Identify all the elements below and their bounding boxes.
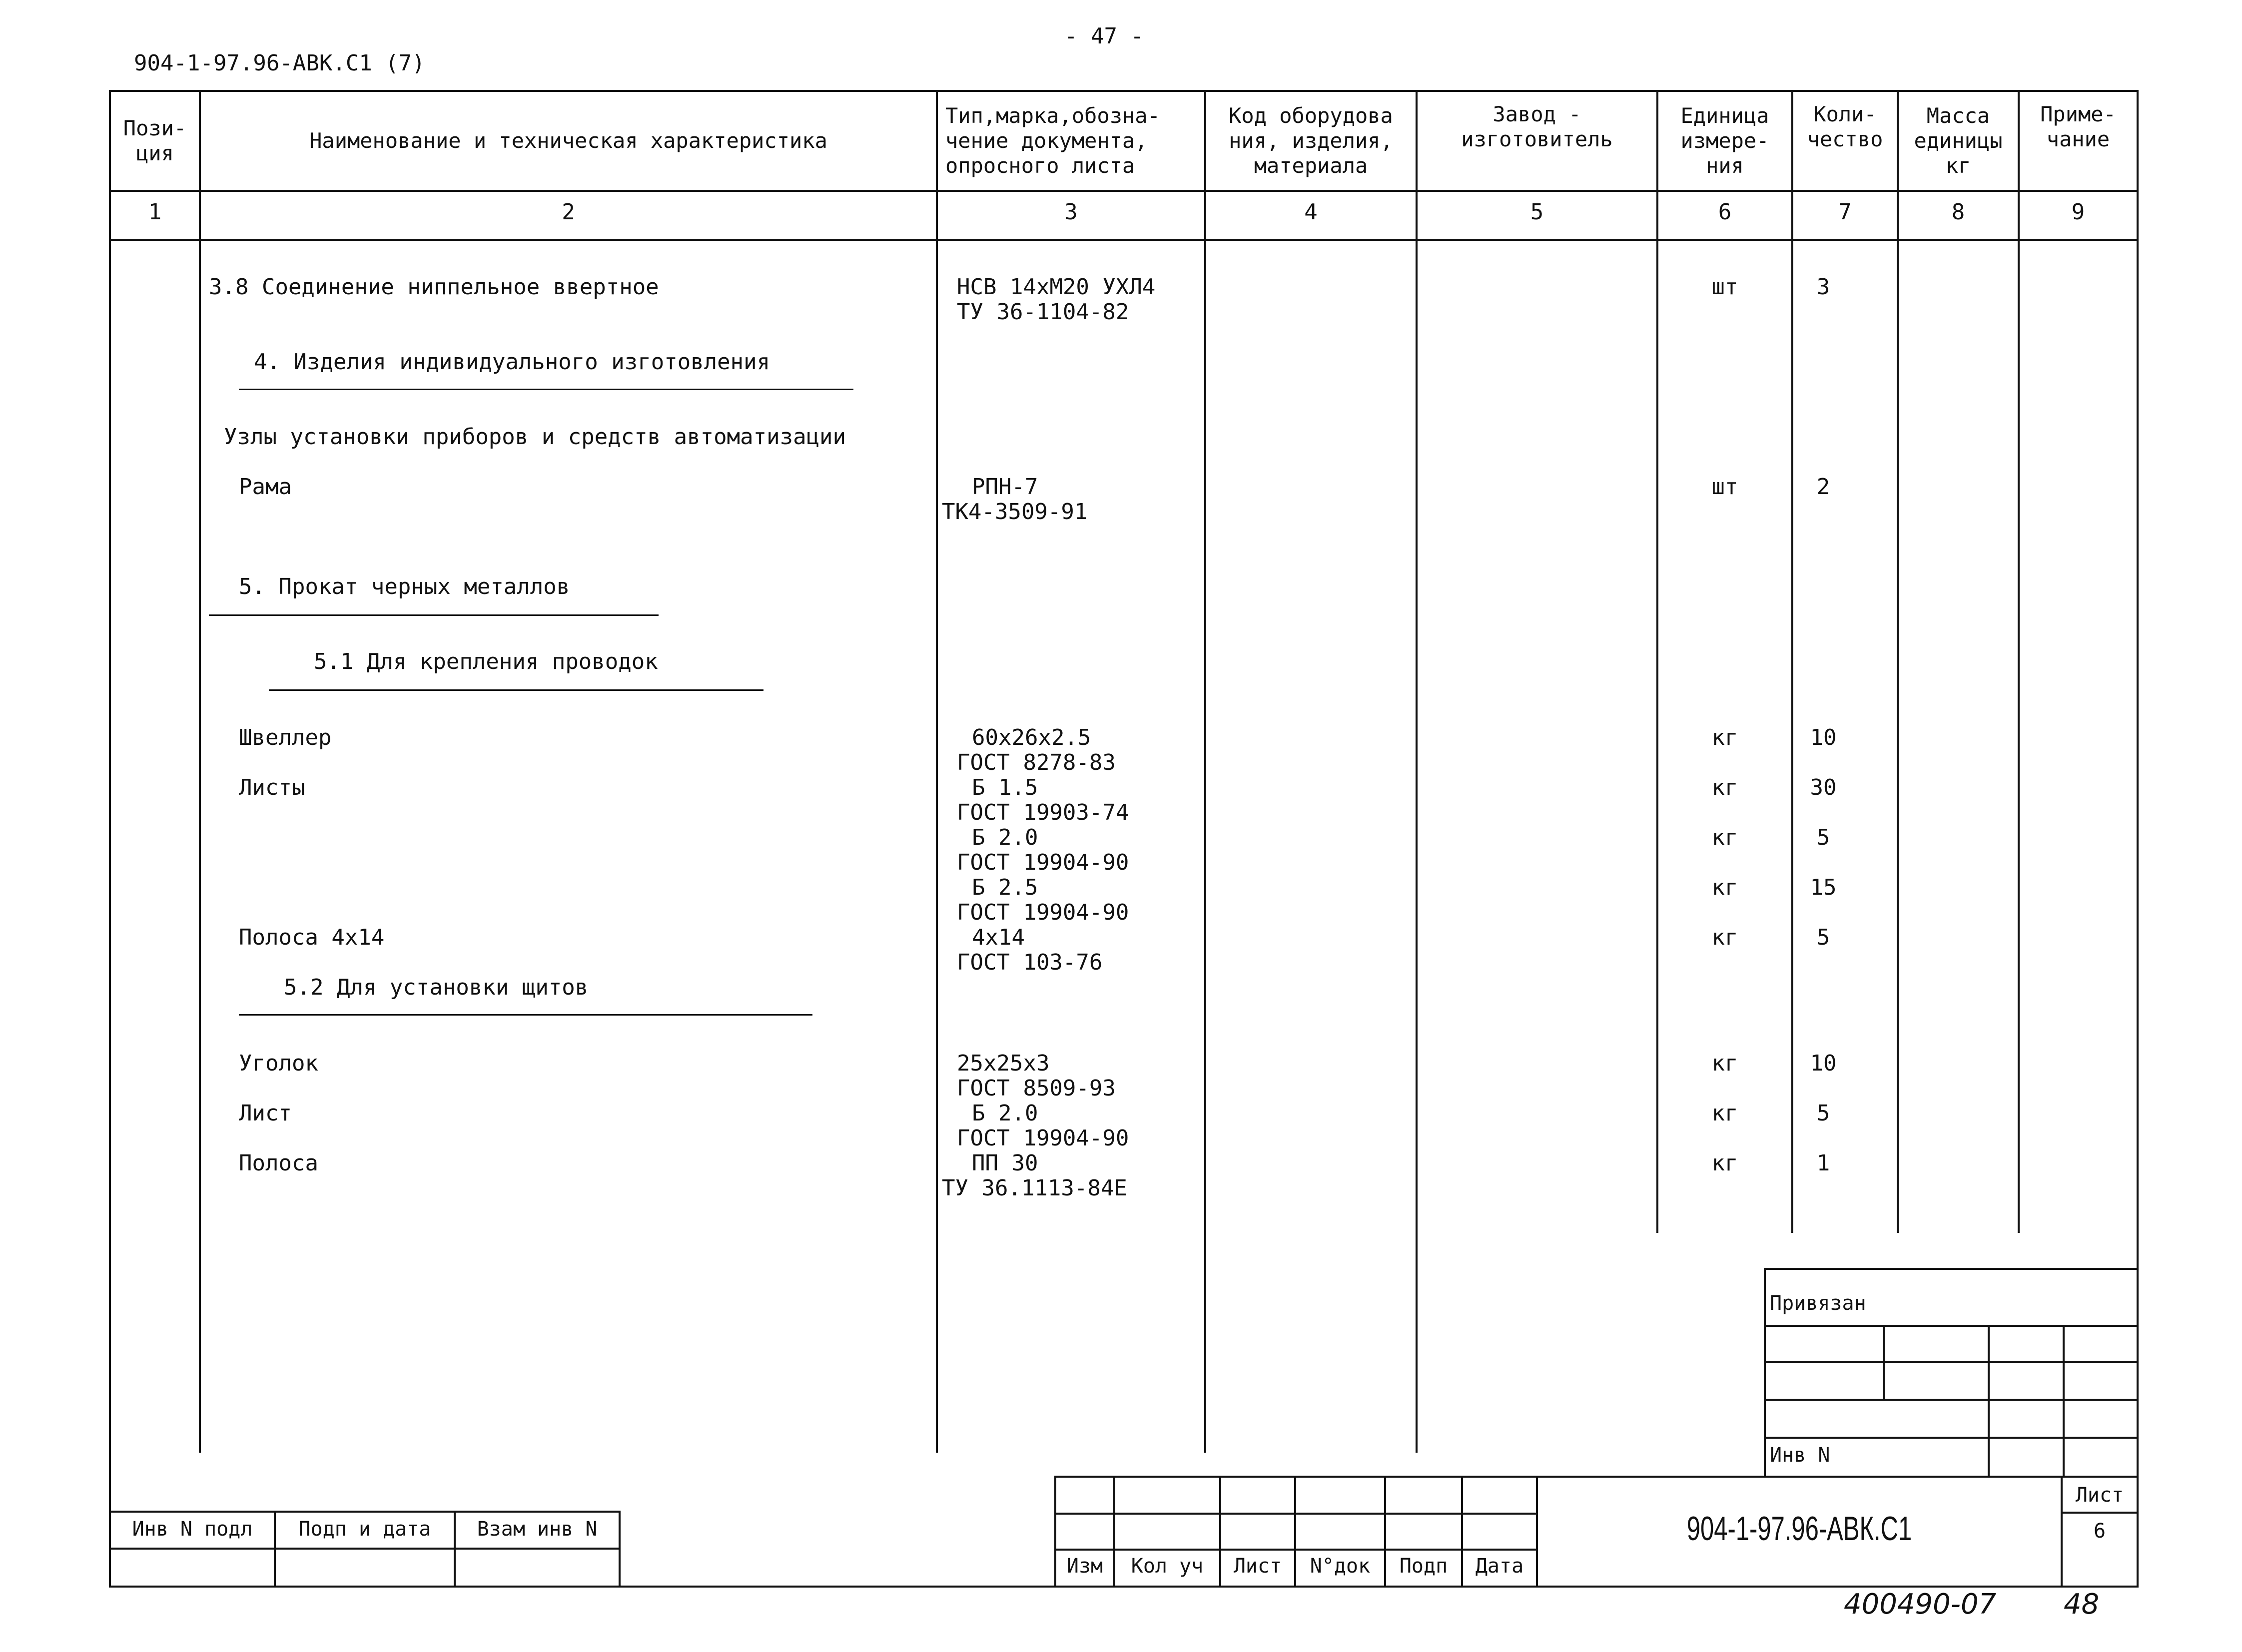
item-unit: шт <box>1711 474 1738 500</box>
header-text: Коли- <box>1813 102 1877 126</box>
header-manufacturer <box>1418 92 1656 162</box>
item-unit: кг <box>1711 1150 1738 1176</box>
item-type-standard: ГОСТ 19904-90 <box>957 1125 1129 1151</box>
header-position <box>111 92 199 190</box>
stamp-line <box>619 1511 621 1588</box>
item-type-standard: ТК4-3509-91 <box>942 499 1088 525</box>
section-underline <box>239 1014 812 1016</box>
header-code <box>1206 92 1416 190</box>
item-name: Полоса 4х14 <box>239 925 385 950</box>
item-type: Б 2.0 <box>972 825 1038 850</box>
header-divider <box>109 190 2139 192</box>
item-type: Б 2.0 <box>972 1101 1038 1126</box>
archive-number: 400490-07 <box>1844 1588 1997 1621</box>
item-quantity: 10 <box>1810 725 1837 750</box>
item-unit: шт <box>1711 274 1738 300</box>
table-left-border <box>109 90 111 1588</box>
column-number: 1 <box>148 199 162 225</box>
header-text: Наименование и техническая характеристика <box>309 128 827 153</box>
column-number-divider <box>109 239 2139 241</box>
item-type: 25х25х3 <box>957 1051 1050 1076</box>
document-code-top: 904-1-97.96-АВК.С1 (7) <box>134 50 425 76</box>
stamp-line <box>109 1548 621 1550</box>
title-block-top <box>1054 1476 2139 1478</box>
item-type-standard: ГОСТ 8509-93 <box>957 1076 1116 1101</box>
header-text: Приме- <box>2040 102 2116 126</box>
item-type: 60х26х2.5 <box>972 725 1091 750</box>
title-col-label: Лист <box>1233 1555 1282 1578</box>
sheet-label: Лист <box>2075 1484 2124 1507</box>
header-text: Тип,марка,обозна- <box>945 103 1160 128</box>
section-underline <box>269 689 763 691</box>
title-col-label: N°док <box>1310 1555 1371 1578</box>
header-text: Завод - <box>1493 102 1581 126</box>
item-type: Б 2.5 <box>972 875 1038 900</box>
title-col-label: Кол уч <box>1131 1555 1204 1578</box>
sheet-number: 6 <box>2093 1520 2106 1543</box>
item-unit: кг <box>1711 825 1738 850</box>
header-text: измере- <box>1680 128 1769 153</box>
item-quantity: 15 <box>1810 875 1837 900</box>
header-note <box>2020 92 2137 162</box>
header-quantity <box>1793 92 1897 162</box>
archive-sheet-number: 48 <box>2064 1588 2100 1621</box>
stamp-line <box>109 1511 621 1513</box>
header-text: Пози- <box>123 116 187 140</box>
item-quantity: 5 <box>1816 825 1830 850</box>
header-text: ния <box>1706 153 1744 178</box>
header-unit <box>1658 92 1791 190</box>
header-text: чание <box>2046 127 2110 151</box>
stamp-line <box>1764 1399 2139 1401</box>
item-unit: кг <box>1711 775 1738 800</box>
section-heading: 4. Изделия индивидуального изготовления <box>254 349 770 375</box>
item-type-standard: ГОСТ 8278-83 <box>957 750 1116 775</box>
item-type-standard: ГОСТ 103-76 <box>957 950 1103 975</box>
title-col-label: Дата <box>1475 1555 1524 1578</box>
item-unit: кг <box>1711 725 1738 750</box>
header-text: единицы <box>1914 128 2003 153</box>
column-number: 8 <box>1951 199 1965 225</box>
title-col-label: Изм <box>1066 1555 1103 1578</box>
header-text: Масса <box>1926 103 1990 128</box>
column-number: 6 <box>1718 199 1732 225</box>
item-name: Уголок <box>239 1051 318 1076</box>
item-type: Б 1.5 <box>972 775 1038 800</box>
column-line-7 <box>1897 90 1899 1233</box>
header-text: Код оборудова <box>1229 103 1393 128</box>
item-name: Лист <box>239 1101 292 1126</box>
item-type-standard: ГОСТ 19903-74 <box>957 800 1129 825</box>
title-line <box>1054 1549 1538 1551</box>
item-quantity: 5 <box>1816 925 1830 950</box>
subsection-heading: Узлы установки приборов и средств автоматизации <box>224 424 846 450</box>
item-name: Листы <box>239 775 305 800</box>
column-number: 7 <box>1838 199 1852 225</box>
column-number: 9 <box>2071 199 2085 225</box>
header-type <box>945 92 1204 190</box>
header-name <box>201 92 936 190</box>
item-quantity: 5 <box>1816 1101 1830 1126</box>
header-text: чение документа, <box>945 128 1148 153</box>
title-line <box>1054 1513 1538 1515</box>
column-number: 4 <box>1304 199 1318 225</box>
column-number: 5 <box>1530 199 1544 225</box>
stamp-line <box>1988 1325 1990 1478</box>
header-text: изготовитель <box>1461 127 1613 151</box>
item-type-standard: ГОСТ 19904-90 <box>957 900 1129 925</box>
header-text: опросного листа <box>945 153 1135 178</box>
section-heading: 5. Прокат черных металлов <box>239 574 570 599</box>
column-line-1 <box>199 90 201 1453</box>
stamp-line <box>1764 1437 2139 1439</box>
section-underline <box>209 614 659 616</box>
stamp-line <box>2063 1325 2065 1478</box>
stamp-line <box>1764 1361 2139 1363</box>
stamp-label: Взам инв N <box>477 1518 598 1541</box>
item-quantity: 1 <box>1816 1150 1830 1176</box>
item-quantity: 2 <box>1816 474 1830 500</box>
column-number: 3 <box>1064 199 1078 225</box>
stamp-label: Инв N подл <box>132 1518 253 1541</box>
item-type-standard: ТУ 36-1104-82 <box>957 299 1129 325</box>
header-mass <box>1899 92 2018 190</box>
page-number: - 47 - <box>1064 23 1144 49</box>
item-type: 4х14 <box>972 925 1025 950</box>
stamp-line <box>1764 1325 2139 1327</box>
item-unit: кг <box>1711 925 1738 950</box>
item-type-standard: ГОСТ 19904-90 <box>957 850 1129 875</box>
section-underline <box>239 389 853 390</box>
header-text: ция <box>136 141 174 165</box>
item-type: ПП 30 <box>972 1150 1038 1176</box>
item-quantity: 10 <box>1810 1051 1837 1076</box>
column-line-4 <box>1416 90 1418 1453</box>
subsection-heading: 5.1 Для крепления проводок <box>314 649 658 674</box>
binding-label: Привязан <box>1770 1292 1866 1315</box>
header-text: Единица <box>1680 103 1769 128</box>
table-bottom-border <box>109 1586 2139 1588</box>
item-name: Швеллер <box>239 725 332 750</box>
stamp-label: Подп и дата <box>298 1518 431 1541</box>
item-unit: кг <box>1711 1051 1738 1076</box>
item-unit: кг <box>1711 875 1738 900</box>
title-document-code: 904-1-97.96-АВК.С1 <box>1686 1510 1912 1548</box>
subsection-heading: 5.2 Для установки щитов <box>284 975 589 1000</box>
column-line-2 <box>936 90 938 1453</box>
item-type: РПН-7 <box>972 474 1038 500</box>
column-number: 2 <box>562 199 575 225</box>
title-col-label: Подп <box>1399 1555 1448 1578</box>
item-name: Рама <box>239 474 292 500</box>
inventory-label: Инв N <box>1770 1444 1830 1467</box>
title-line <box>1536 1476 1538 1588</box>
item-quantity: 30 <box>1810 775 1837 800</box>
stamp-line <box>1764 1268 2139 1270</box>
column-line-3 <box>1204 90 1206 1453</box>
stamp-line <box>1883 1325 1885 1399</box>
item-type: НСВ 14хМ20 УХЛ4 <box>957 274 1156 300</box>
item-quantity: 3 <box>1816 274 1830 300</box>
item-unit: кг <box>1711 1101 1738 1126</box>
column-line-8 <box>2018 90 2020 1233</box>
header-text: чество <box>1807 127 1883 151</box>
stamp-line <box>1764 1268 1766 1478</box>
header-text: кг <box>1945 153 1971 178</box>
table-right-border <box>2137 90 2139 1588</box>
item-name: 3.8 Соединение ниппельное ввертное <box>209 274 659 300</box>
header-text: ния, изделия, <box>1229 128 1393 153</box>
title-line <box>2061 1512 2139 1514</box>
item-type-standard: ТУ 36.1113-84Е <box>942 1175 1127 1201</box>
header-text: материала <box>1254 153 1368 178</box>
item-name: Полоса <box>239 1150 318 1176</box>
